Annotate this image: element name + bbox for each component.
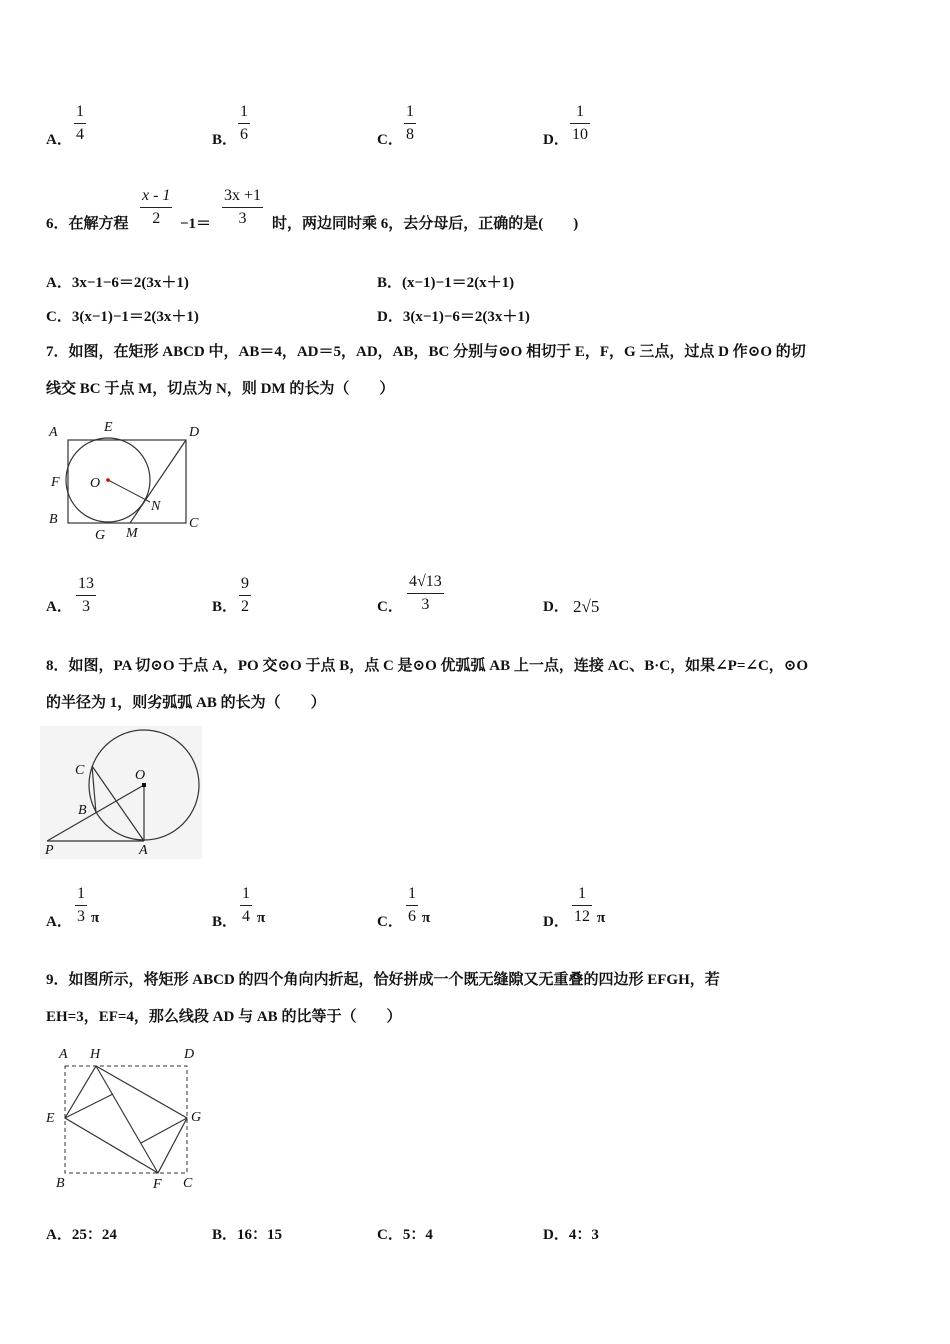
q8-option-c-pi: π xyxy=(422,910,431,926)
q5-option-a-fraction: $\frac{1}{4}$ xyxy=(76,103,84,143)
q9-text-line1: 9．如图所示，将矩形 ABCD 的四个角向内折起，恰好拼成一个既无缝隙又无重叠的四边形 EFGH，若 xyxy=(46,972,720,988)
q8-option-b-label: B． xyxy=(212,914,238,930)
q5-option-d-fraction: $\frac{1}{10}$ xyxy=(572,103,588,143)
q6-option-a: A．3x−1−6＝2(3x＋1) xyxy=(46,275,189,291)
q7-label-N: N xyxy=(151,499,161,514)
q9-label-A: A xyxy=(59,1047,68,1062)
q8-text-line2: 的半径为 1，则劣弧弧 AB 的长为（ ） xyxy=(46,695,326,711)
q7-option-d-label: D． xyxy=(543,599,569,615)
q5-option-c-label: C． xyxy=(377,132,403,148)
q7-option-d-value: 2√5 xyxy=(573,597,600,616)
q8-option-a-label: A． xyxy=(46,914,72,930)
q7-figure-drawing xyxy=(40,418,240,548)
q7-option-c-fraction: $\frac{4√13}{3}$ xyxy=(409,573,442,613)
q7-option-b-label: B． xyxy=(212,599,238,615)
q8-option-d-label: D． xyxy=(543,914,569,930)
q7-option-b-fraction: $\frac{9}{2}$ xyxy=(241,575,249,615)
q7-label-F: F xyxy=(51,475,60,490)
q6-fraction-2: $\frac{3x +1}{3}$ xyxy=(224,187,262,227)
q8-option-c-label: C． xyxy=(377,914,403,930)
q8-option-a-pi: π xyxy=(91,910,100,926)
q9-text-line2: EH=3，EF=4，那么线段 AD 与 AB 的比等于（ ） xyxy=(46,1009,402,1025)
q8-label-O: O xyxy=(135,768,146,783)
q8-option-c-fraction: $\frac{1}{6}$ xyxy=(408,885,416,925)
q9-option-c: C．5：4 xyxy=(377,1227,433,1243)
q6-fraction-1: $\frac{x - 1}{2}$ xyxy=(142,187,171,227)
q9-label-D: D xyxy=(184,1047,195,1062)
q7-label-A: A xyxy=(49,425,58,440)
q7-label-O: O xyxy=(90,476,101,491)
q9-option-d: D．4：3 xyxy=(543,1227,599,1243)
q9-figure-drawing xyxy=(40,1050,210,1190)
q9-label-H: H xyxy=(90,1047,101,1062)
q7-label-E: E xyxy=(104,420,113,435)
q7-label-C: C xyxy=(189,516,199,531)
q6-option-c: C．3(x−1)−1＝2(3x＋1) xyxy=(46,309,199,325)
q6-middle: −1＝ xyxy=(180,216,212,232)
q9-label-B: B xyxy=(56,1176,65,1191)
q8-option-d-fraction: $\frac{1}{12}$ xyxy=(574,885,590,925)
q8-option-a-fraction: $\frac{1}{3}$ xyxy=(77,885,85,925)
q6-suffix: 时，两边同时乘 6，去分母后，正确的是( ) xyxy=(272,216,579,232)
q5-option-c-fraction: $\frac{1}{8}$ xyxy=(406,103,414,143)
q8-figure-drawing xyxy=(40,726,210,861)
q8-label-C: C xyxy=(75,763,85,778)
q5-option-a-label: A． xyxy=(46,132,72,148)
q5-option-b-fraction: $\frac{1}{6}$ xyxy=(240,103,248,143)
q5-option-b-label: B． xyxy=(212,132,238,148)
q5-option-d-label: D． xyxy=(543,132,569,148)
q7-label-M: M xyxy=(126,526,138,541)
q7-text-line2: 线交 BC 于点 M，切点为 N，则 DM 的长为（ ） xyxy=(46,381,395,397)
q6-prefix: 6．在解方程 xyxy=(46,216,129,232)
q6-option-d: D．3(x−1)−6＝2(3x＋1) xyxy=(377,309,530,325)
q8-option-b-pi: π xyxy=(257,910,266,926)
q6-option-b: B．(x−1)−1＝2(x＋1) xyxy=(377,275,515,291)
q8-option-d-pi: π xyxy=(597,910,606,926)
q7-label-B: B xyxy=(49,512,58,527)
q9-label-F: F xyxy=(153,1177,162,1192)
q7-label-D: D xyxy=(189,425,200,440)
q9-option-b: B．16：15 xyxy=(212,1227,283,1243)
q8-option-b-fraction: $\frac{1}{4}$ xyxy=(242,885,250,925)
q9-label-E: E xyxy=(46,1111,55,1126)
q7-option-a-label: A． xyxy=(46,599,72,615)
q9-label-C: C xyxy=(183,1176,193,1191)
q7-label-G: G xyxy=(95,528,106,543)
q9-label-G: G xyxy=(191,1110,202,1125)
q7-option-a-fraction: $\frac{13}{3}$ xyxy=(78,575,94,615)
q8-text-line1: 8．如图，PA 切⊙O 于点 A，PO 交⊙O 于点 B，点 C 是⊙O 优弧弧 AB 上一点，连接 AC、B·C，如果∠P=∠C，⊙O xyxy=(46,658,809,674)
q9-option-a: A．25：24 xyxy=(46,1227,117,1243)
q8-label-P: P xyxy=(45,843,54,858)
q8-label-A: A xyxy=(139,843,148,858)
q7-text-line1: 7．如图，在矩形 ABCD 中，AB＝4，AD＝5，AD，AB，BC 分别与⊙O 相切于 E，F，G 三点，过点 D 作⊙O 的切 xyxy=(46,344,806,360)
q7-option-c-label: C． xyxy=(377,599,403,615)
q8-label-B: B xyxy=(78,803,87,818)
